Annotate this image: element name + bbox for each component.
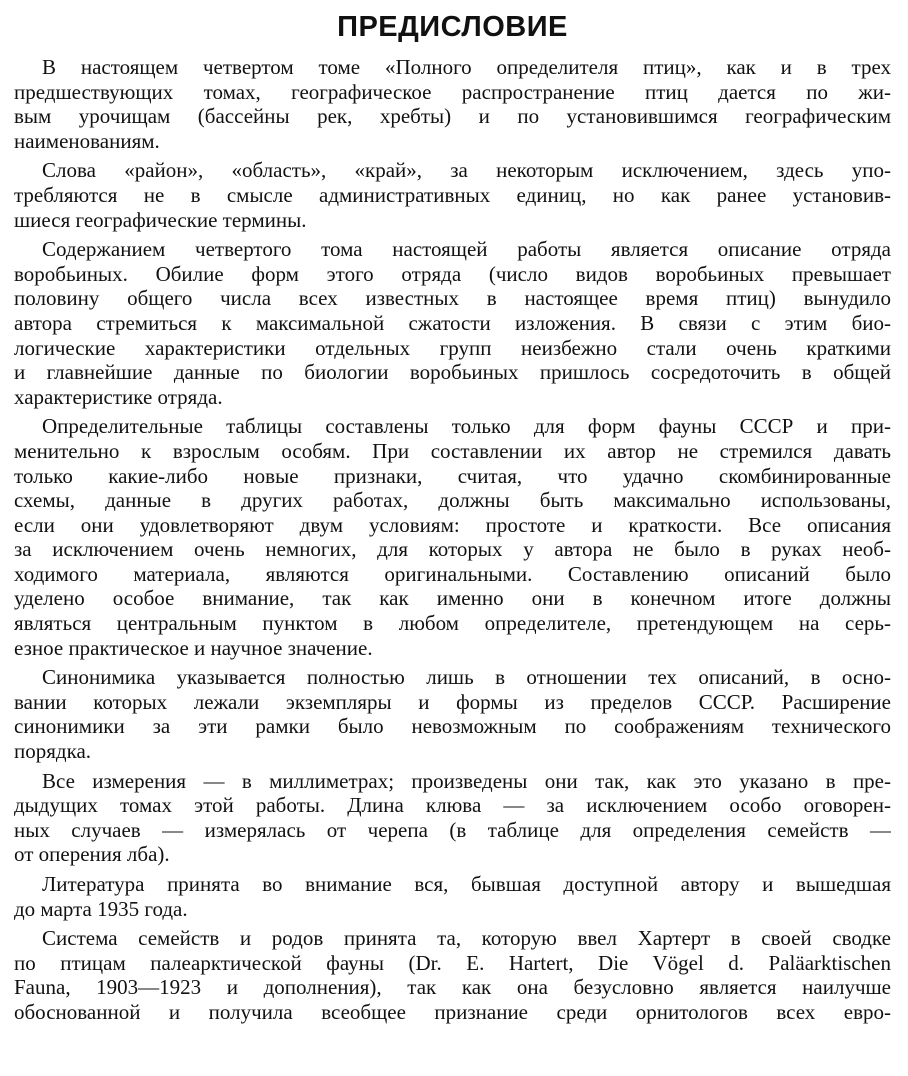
text-line: если они удовлетворяют двум условиям: простоте и краткости. Все описания <box>14 512 891 537</box>
text-line: шиеся географические термины. <box>14 207 307 232</box>
text-line: являться центральным пунктом в любом определителе, претендующем на серь- <box>14 611 891 636</box>
text-line: вым урочищам (бассейны рек, хребты) и по установившимся географическим <box>14 104 891 129</box>
paragraph <box>14 414 891 660</box>
text-line: только какие-либо новые признаки, считая, что удачно скомбинированные <box>14 463 891 488</box>
text-line: требляются не в смысле административных единиц, но как ранее установив- <box>14 182 891 207</box>
text-line: дыдущих томах этой работы. Длина клюва — за исключением особо оговорен- <box>14 793 891 818</box>
text-line: уделено особое внимание, так как именно они в конечном итоге должны <box>14 586 891 611</box>
text-line: автора стремиться к максимальной сжатости изложения. В связи с этим био- <box>14 310 891 335</box>
text-line: от оперения лба). <box>14 842 170 867</box>
text-line: Синонимика указывается полностью лишь в отношении тех описаний, в осно- <box>42 665 891 690</box>
paragraph <box>14 769 891 867</box>
text-line: характеристике отряда. <box>14 384 223 409</box>
text-line: схемы, данные в других работах, должны быть максимально использованы, <box>14 488 891 513</box>
text-line: за исключением очень немногих, для которых у автора не было в руках необ- <box>14 537 891 562</box>
text-line: В настоящем четвертом томе «Полного определителя птиц», как и в трех <box>42 55 891 79</box>
text-line: синонимики за эти рамки было невозможным по соображениям технического <box>14 714 891 739</box>
text-line: логические характеристики отдельных групп неизбежно стали очень краткими <box>14 335 891 360</box>
text-line: предшествующих томах, географическое распространение птиц дается по жи- <box>14 79 891 104</box>
paragraph <box>14 872 891 921</box>
text-line: вании которых лежали экземпляры и формы из пределов СССР. Расширение <box>14 689 891 714</box>
paragraph <box>14 665 891 763</box>
text-line: порядка. <box>14 739 92 764</box>
body-text <box>14 55 891 1025</box>
text-line: Слова «район», «область», «край», за некоторым исключением, здесь упо- <box>42 158 891 183</box>
text-line: Fauna, 1903—1923 и дополнения), так как она безусловно является наилучше <box>14 975 891 1000</box>
text-line: воробьиных. Обилие форм этого отряда (число видов воробьиных превышает <box>14 261 891 286</box>
text-line: ходимого материала, являются оригинальными. Составлению описаний было <box>14 561 891 586</box>
paragraph <box>14 926 891 1024</box>
document-page <box>14 0 891 1076</box>
text-line: до марта 1935 года. <box>14 896 188 921</box>
text-line: Определительные таблицы составлены только для форм фауны СССР и при- <box>42 414 891 439</box>
text-line: Система семейств и родов принята та, которую ввел Хартерт в своей сводке <box>42 926 891 951</box>
page-title: ПРЕДИСЛОВИЕ <box>337 11 568 43</box>
paragraph <box>14 237 891 409</box>
text-line: наименованиям. <box>14 128 160 153</box>
text-line: ных случаев — измерялась от черепа (в таблице для определения семейств — <box>14 817 891 842</box>
text-line: Литература принята во внимание вся, бывшая доступной автору и вышедшая <box>42 872 891 896</box>
text-line: Все измерения — в миллиметрах; произведены они так, как это указано в пре- <box>42 768 891 793</box>
text-line: езное практическое и научное значение. <box>14 635 373 660</box>
text-line: по птицам палеарктической фауны (Dr. E. Hartert, Die Vögel d. Paläarktischen <box>14 950 891 975</box>
text-line: обоснованной и получила всеобщее признание среди орнитологов всех евро- <box>14 999 891 1024</box>
text-line: половину общего числа всех известных в настоящее время птиц) вынудило <box>14 286 891 311</box>
paragraph <box>14 158 891 232</box>
text-line: и главнейшие данные по биологии воробьиных пришлось сосредоточить в общей <box>14 360 891 385</box>
text-line: Содержанием четвертого тома настоящей работы является описание отряда <box>42 237 891 262</box>
paragraph <box>14 55 891 153</box>
text-line: менительно к взрослым особям. При составлении их автор не стремился давать <box>14 438 891 463</box>
